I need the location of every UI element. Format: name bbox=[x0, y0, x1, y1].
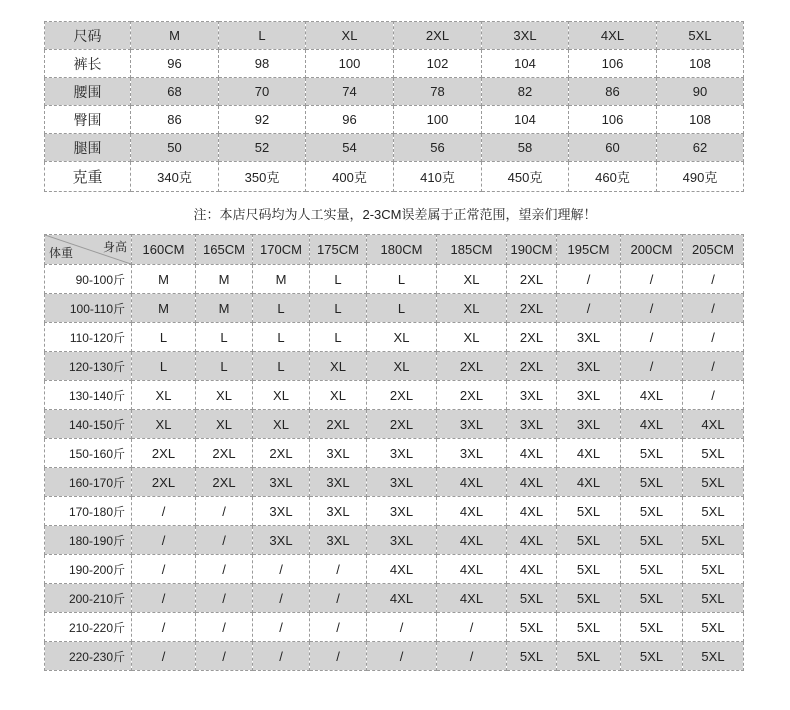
recommended-size-cell: M bbox=[132, 265, 196, 294]
measure-cell: 350克 bbox=[219, 162, 306, 192]
recommended-size-cell: 5XL bbox=[557, 613, 621, 642]
recommended-size-cell: 4XL bbox=[367, 555, 437, 584]
height-header-cell: 175CM bbox=[310, 235, 367, 265]
recommended-size-cell: 3XL bbox=[507, 381, 557, 410]
weight-range-label: 180-190斤 bbox=[45, 526, 132, 555]
recommended-size-cell: 3XL bbox=[437, 439, 507, 468]
recommended-size-cell: / bbox=[621, 352, 683, 381]
recommended-size-cell: 3XL bbox=[557, 381, 621, 410]
recommended-size-cell: 3XL bbox=[253, 497, 310, 526]
recommended-size-cell: / bbox=[310, 555, 367, 584]
weight-row bbox=[45, 584, 744, 613]
weight-range-label: 220-230斤 bbox=[45, 642, 132, 671]
recommended-size-cell: XL bbox=[367, 323, 437, 352]
recommended-size-cell: 4XL bbox=[683, 410, 744, 439]
height-header-cell: 205CM bbox=[683, 235, 744, 265]
size-cell: 4XL bbox=[569, 22, 657, 50]
measure-cell: 410克 bbox=[394, 162, 482, 192]
recommended-size-cell: 4XL bbox=[437, 468, 507, 497]
recommended-size-cell: 2XL bbox=[507, 294, 557, 323]
measure-cell: 460克 bbox=[569, 162, 657, 192]
measure-cell: 56 bbox=[394, 134, 482, 162]
measure-cell: 104 bbox=[482, 50, 569, 78]
height-header-cell: 190CM bbox=[507, 235, 557, 265]
recommended-size-cell: 4XL bbox=[437, 526, 507, 555]
measurement-note: 注：本店尺码均为人工实量，2-3CM误差属于正常范围，望亲们理解！ bbox=[193, 207, 597, 222]
measure-cell: 100 bbox=[306, 50, 394, 78]
recommended-size-cell: 5XL bbox=[621, 439, 683, 468]
recommended-size-cell: L bbox=[367, 294, 437, 323]
weight-range-label: 160-170斤 bbox=[45, 468, 132, 497]
measure-cell: 450克 bbox=[482, 162, 569, 192]
recommended-size-cell: L bbox=[253, 323, 310, 352]
recommended-size-cell: / bbox=[196, 555, 253, 584]
measure-row bbox=[45, 162, 744, 192]
size-recommendation-table bbox=[44, 234, 744, 671]
recommended-size-cell: 3XL bbox=[367, 439, 437, 468]
recommended-size-cell: 5XL bbox=[557, 555, 621, 584]
height-axis-label: 身高 bbox=[102, 240, 127, 254]
recommended-size-cell: XL bbox=[132, 381, 196, 410]
measure-label: 克重 bbox=[45, 162, 131, 192]
weight-row bbox=[45, 613, 744, 642]
recommended-size-cell: 4XL bbox=[437, 584, 507, 613]
recommended-size-cell: XL bbox=[437, 294, 507, 323]
recommended-size-cell: / bbox=[253, 613, 310, 642]
recommended-size-cell: 5XL bbox=[557, 497, 621, 526]
recommended-size-cell: / bbox=[196, 526, 253, 555]
recommended-size-cell: / bbox=[253, 584, 310, 613]
recommended-size-cell: 3XL bbox=[310, 468, 367, 497]
recommended-size-cell: L bbox=[367, 265, 437, 294]
recommended-size-cell: / bbox=[557, 265, 621, 294]
measure-label: 腿围 bbox=[45, 134, 131, 162]
measure-cell: 54 bbox=[306, 134, 394, 162]
measure-cell: 68 bbox=[131, 78, 219, 106]
weight-range-label: 120-130斤 bbox=[45, 352, 132, 381]
recommended-size-cell: / bbox=[196, 613, 253, 642]
recommended-size-cell: 5XL bbox=[683, 555, 744, 584]
recommended-size-cell: / bbox=[437, 613, 507, 642]
recommended-size-cell: 5XL bbox=[621, 497, 683, 526]
weight-row bbox=[45, 555, 744, 584]
recommended-size-cell: 5XL bbox=[507, 642, 557, 671]
measure-cell: 78 bbox=[394, 78, 482, 106]
measure-cell: 86 bbox=[569, 78, 657, 106]
measure-row bbox=[45, 50, 744, 78]
measure-cell: 92 bbox=[219, 106, 306, 134]
recommended-size-cell: 4XL bbox=[507, 497, 557, 526]
recommended-size-cell: 2XL bbox=[196, 439, 253, 468]
recommended-size-cell: L bbox=[253, 352, 310, 381]
measure-label: 裤长 bbox=[45, 50, 131, 78]
measure-cell: 400克 bbox=[306, 162, 394, 192]
recommended-size-cell: / bbox=[683, 352, 744, 381]
recommended-size-cell: 3XL bbox=[310, 526, 367, 555]
recommended-size-cell: 2XL bbox=[253, 439, 310, 468]
recommended-size-cell: XL bbox=[310, 352, 367, 381]
weight-row bbox=[45, 265, 744, 294]
measure-cell: 82 bbox=[482, 78, 569, 106]
recommended-size-cell: / bbox=[132, 642, 196, 671]
size-cell: 5XL bbox=[657, 22, 744, 50]
recommended-size-cell: 3XL bbox=[253, 468, 310, 497]
size-cell: 2XL bbox=[394, 22, 482, 50]
recommended-size-cell: 2XL bbox=[132, 468, 196, 497]
recommended-size-cell: 3XL bbox=[507, 410, 557, 439]
recommended-size-cell: 2XL bbox=[310, 410, 367, 439]
recommended-size-cell: 2XL bbox=[132, 439, 196, 468]
weight-row bbox=[45, 497, 744, 526]
height-header-cell: 185CM bbox=[437, 235, 507, 265]
recommended-size-cell: / bbox=[196, 584, 253, 613]
recommended-size-cell: XL bbox=[132, 410, 196, 439]
measure-cell: 108 bbox=[657, 106, 744, 134]
recommended-size-cell: 3XL bbox=[367, 497, 437, 526]
recommended-size-cell: 5XL bbox=[683, 497, 744, 526]
recommended-size-cell: / bbox=[367, 642, 437, 671]
recommended-size-cell: / bbox=[132, 584, 196, 613]
weight-range-label: 140-150斤 bbox=[45, 410, 132, 439]
measure-cell: 60 bbox=[569, 134, 657, 162]
recommended-size-cell: / bbox=[310, 642, 367, 671]
recommended-size-cell: M bbox=[253, 265, 310, 294]
recommended-size-cell: 4XL bbox=[507, 468, 557, 497]
recommended-size-cell: 5XL bbox=[683, 439, 744, 468]
measure-cell: 52 bbox=[219, 134, 306, 162]
weight-range-label: 170-180斤 bbox=[45, 497, 132, 526]
height-header-cell: 170CM bbox=[253, 235, 310, 265]
recommended-size-cell: 5XL bbox=[621, 555, 683, 584]
recommended-size-cell: / bbox=[621, 294, 683, 323]
recommended-size-cell: / bbox=[196, 497, 253, 526]
recommended-size-cell: 5XL bbox=[557, 642, 621, 671]
recommended-size-cell: / bbox=[621, 323, 683, 352]
recommended-size-cell: L bbox=[132, 352, 196, 381]
recommended-size-cell: XL bbox=[196, 410, 253, 439]
size-cell: M bbox=[131, 22, 219, 50]
measure-cell: 58 bbox=[482, 134, 569, 162]
weight-row bbox=[45, 468, 744, 497]
recommended-size-cell: 3XL bbox=[367, 526, 437, 555]
weight-row bbox=[45, 352, 744, 381]
measure-cell: 70 bbox=[219, 78, 306, 106]
height-header-cell: 200CM bbox=[621, 235, 683, 265]
recommended-size-cell: 4XL bbox=[367, 584, 437, 613]
recommended-size-cell: 5XL bbox=[557, 526, 621, 555]
recommended-size-cell: / bbox=[132, 526, 196, 555]
measure-cell: 96 bbox=[306, 106, 394, 134]
corner-cell bbox=[45, 235, 132, 265]
recommended-size-cell: 3XL bbox=[253, 526, 310, 555]
recommended-size-cell: 2XL bbox=[367, 410, 437, 439]
recommended-size-cell: XL bbox=[253, 381, 310, 410]
recommended-size-cell: L bbox=[310, 265, 367, 294]
height-header-cell: 180CM bbox=[367, 235, 437, 265]
recommended-size-cell: / bbox=[132, 497, 196, 526]
recommended-size-cell: 5XL bbox=[621, 468, 683, 497]
recommended-size-cell: 2XL bbox=[507, 265, 557, 294]
recommended-size-cell: / bbox=[683, 381, 744, 410]
recommended-size-cell: / bbox=[132, 555, 196, 584]
measure-cell: 96 bbox=[131, 50, 219, 78]
recommended-size-cell: XL bbox=[437, 323, 507, 352]
weight-row bbox=[45, 439, 744, 468]
recommended-size-cell: / bbox=[683, 294, 744, 323]
recommended-size-cell: L bbox=[310, 294, 367, 323]
recommended-size-cell: 4XL bbox=[621, 410, 683, 439]
measure-cell: 104 bbox=[482, 106, 569, 134]
recommended-size-cell: / bbox=[683, 265, 744, 294]
recommended-size-cell: 5XL bbox=[683, 584, 744, 613]
measure-cell: 106 bbox=[569, 106, 657, 134]
recommended-size-cell: / bbox=[253, 555, 310, 584]
weight-axis-label: 体重 bbox=[49, 246, 74, 260]
weight-row bbox=[45, 323, 744, 352]
measure-label: 腰围 bbox=[45, 78, 131, 106]
size-chart-table bbox=[44, 21, 744, 192]
weight-row bbox=[45, 642, 744, 671]
recommended-size-cell: 3XL bbox=[437, 410, 507, 439]
recommended-size-cell: 4XL bbox=[507, 526, 557, 555]
recommended-size-cell: / bbox=[367, 613, 437, 642]
recommended-size-cell: L bbox=[310, 323, 367, 352]
recommended-size-cell: 4XL bbox=[437, 497, 507, 526]
recommended-size-cell: M bbox=[132, 294, 196, 323]
recommended-size-cell: 5XL bbox=[621, 584, 683, 613]
recommended-size-cell: / bbox=[196, 642, 253, 671]
measure-cell: 340克 bbox=[131, 162, 219, 192]
recommended-size-cell: 2XL bbox=[437, 352, 507, 381]
weight-range-label: 210-220斤 bbox=[45, 613, 132, 642]
recommended-size-cell: XL bbox=[253, 410, 310, 439]
recommended-size-cell: 5XL bbox=[557, 584, 621, 613]
recommended-size-cell: L bbox=[196, 323, 253, 352]
weight-range-label: 150-160斤 bbox=[45, 439, 132, 468]
recommended-size-cell: 4XL bbox=[437, 555, 507, 584]
recommended-size-cell: 5XL bbox=[621, 613, 683, 642]
height-header-row bbox=[45, 235, 744, 265]
measure-cell: 86 bbox=[131, 106, 219, 134]
weight-range-label: 100-110斤 bbox=[45, 294, 132, 323]
recommended-size-cell: 2XL bbox=[507, 323, 557, 352]
recommended-size-cell: 3XL bbox=[310, 497, 367, 526]
recommended-size-cell: 3XL bbox=[557, 410, 621, 439]
measure-cell: 108 bbox=[657, 50, 744, 78]
recommended-size-cell: 4XL bbox=[621, 381, 683, 410]
recommended-size-cell: / bbox=[310, 584, 367, 613]
measure-label: 臀围 bbox=[45, 106, 131, 134]
height-header-cell: 160CM bbox=[132, 235, 196, 265]
recommended-size-cell: / bbox=[557, 294, 621, 323]
recommended-size-cell: / bbox=[253, 642, 310, 671]
recommended-size-cell: XL bbox=[367, 352, 437, 381]
size-cell: L bbox=[219, 22, 306, 50]
weight-range-label: 90-100斤 bbox=[45, 265, 132, 294]
recommended-size-cell: 4XL bbox=[507, 439, 557, 468]
height-header-cell: 195CM bbox=[557, 235, 621, 265]
recommended-size-cell: 2XL bbox=[437, 381, 507, 410]
size-cell: 3XL bbox=[482, 22, 569, 50]
measure-row bbox=[45, 78, 744, 106]
recommended-size-cell: 3XL bbox=[557, 323, 621, 352]
size-header-label: 尺码 bbox=[45, 22, 131, 50]
recommended-size-cell: / bbox=[310, 613, 367, 642]
recommended-size-cell: XL bbox=[196, 381, 253, 410]
recommended-size-cell: 4XL bbox=[557, 468, 621, 497]
weight-range-label: 130-140斤 bbox=[45, 381, 132, 410]
recommended-size-cell: XL bbox=[310, 381, 367, 410]
weight-row bbox=[45, 526, 744, 555]
measure-cell: 62 bbox=[657, 134, 744, 162]
recommended-size-cell: 2XL bbox=[507, 352, 557, 381]
recommended-size-cell: L bbox=[196, 352, 253, 381]
recommended-size-cell: XL bbox=[437, 265, 507, 294]
measure-row bbox=[45, 134, 744, 162]
recommended-size-cell: 2XL bbox=[196, 468, 253, 497]
recommended-size-cell: M bbox=[196, 294, 253, 323]
height-header-cell: 165CM bbox=[196, 235, 253, 265]
recommended-size-cell: 3XL bbox=[367, 468, 437, 497]
recommended-size-cell: 4XL bbox=[507, 555, 557, 584]
measure-row bbox=[45, 106, 744, 134]
weight-row bbox=[45, 294, 744, 323]
recommended-size-cell: 5XL bbox=[683, 526, 744, 555]
measure-cell: 106 bbox=[569, 50, 657, 78]
recommended-size-cell: 3XL bbox=[310, 439, 367, 468]
size-header-row bbox=[45, 22, 744, 50]
measure-cell: 50 bbox=[131, 134, 219, 162]
weight-row bbox=[45, 381, 744, 410]
recommended-size-cell: / bbox=[132, 613, 196, 642]
size-cell: XL bbox=[306, 22, 394, 50]
recommended-size-cell: L bbox=[132, 323, 196, 352]
recommended-size-cell: 4XL bbox=[557, 439, 621, 468]
weight-range-label: 190-200斤 bbox=[45, 555, 132, 584]
weight-row bbox=[45, 410, 744, 439]
recommended-size-cell: 5XL bbox=[621, 526, 683, 555]
recommended-size-cell: 3XL bbox=[557, 352, 621, 381]
recommended-size-cell: 5XL bbox=[507, 613, 557, 642]
measure-cell: 90 bbox=[657, 78, 744, 106]
recommended-size-cell: / bbox=[621, 265, 683, 294]
measure-cell: 74 bbox=[306, 78, 394, 106]
measure-cell: 100 bbox=[394, 106, 482, 134]
measure-cell: 98 bbox=[219, 50, 306, 78]
recommended-size-cell: 5XL bbox=[683, 468, 744, 497]
recommended-size-cell: / bbox=[683, 323, 744, 352]
measure-cell: 102 bbox=[394, 50, 482, 78]
recommended-size-cell: 5XL bbox=[621, 642, 683, 671]
weight-range-label: 200-210斤 bbox=[45, 584, 132, 613]
recommended-size-cell: 5XL bbox=[507, 584, 557, 613]
recommended-size-cell: / bbox=[437, 642, 507, 671]
recommended-size-cell: 5XL bbox=[683, 642, 744, 671]
recommended-size-cell: 5XL bbox=[683, 613, 744, 642]
recommended-size-cell: L bbox=[253, 294, 310, 323]
measure-cell: 490克 bbox=[657, 162, 744, 192]
recommended-size-cell: 2XL bbox=[367, 381, 437, 410]
recommended-size-cell: M bbox=[196, 265, 253, 294]
weight-range-label: 110-120斤 bbox=[45, 323, 132, 352]
